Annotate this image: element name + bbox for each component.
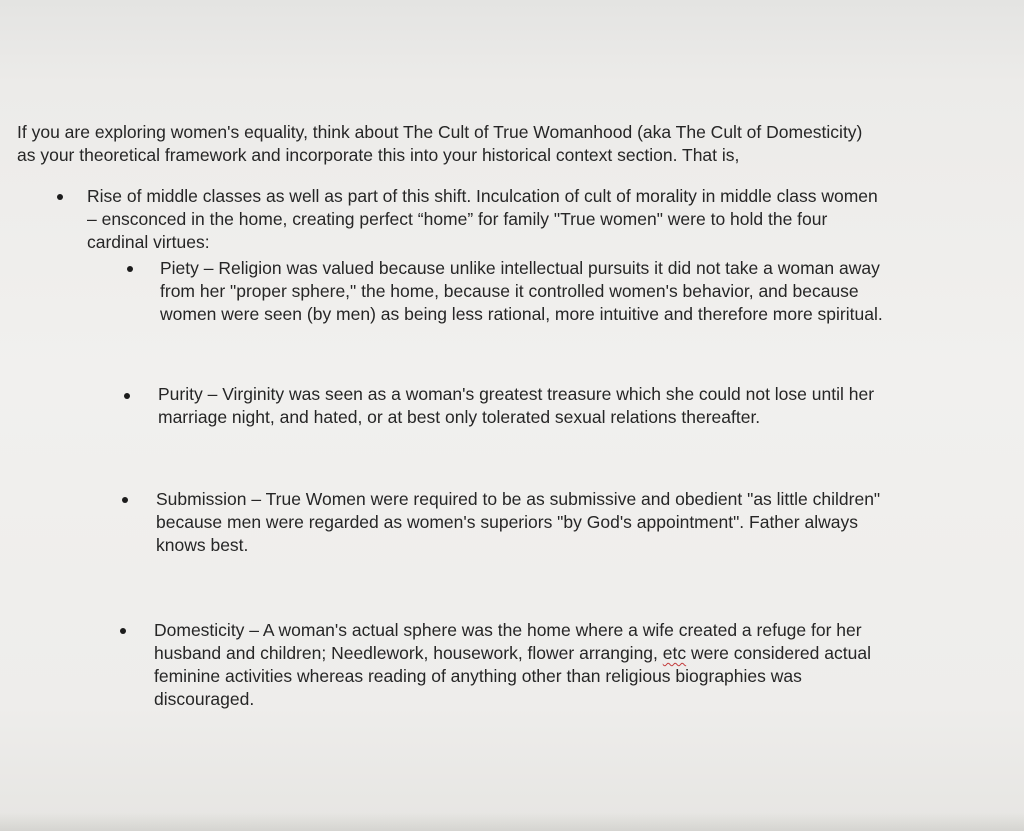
bullet-line: because men were regarded as women's superiors "by God's appointment". Father always	[156, 512, 858, 532]
intro-paragraph	[17, 121, 1007, 167]
bullet-line: Rise of middle classes as well as part of this shift. Inculcation of cult of morality in middle class women	[87, 186, 878, 206]
bullet-line: knows best.	[156, 535, 249, 555]
bullet-line: from her "proper sphere," the home, because it controlled women's behavior, and because	[160, 281, 859, 301]
intro-line: as your theoretical framework and incorporate this into your historical context section. That is,	[17, 145, 740, 165]
bullet-dot	[120, 628, 126, 634]
bullet-line: marriage night, and hated, or at best only tolerated sexual relations thereafter.	[158, 407, 761, 427]
bullet-line: Purity – Virginity was seen as a woman's greatest treasure which she could not lose until her	[158, 384, 875, 404]
bullet-line: feminine activities whereas reading of anything other than religious biographies was	[154, 666, 802, 686]
bullet-line: – ensconced in the home, creating perfect “home” for family "True women" were to hold the four	[87, 209, 828, 229]
bullet-line: Submission – True Women were required to be as submissive and obedient "as little children"	[156, 489, 881, 509]
bullet-dot	[57, 194, 63, 200]
bullet-dot	[122, 497, 128, 503]
bottom-edge	[0, 813, 1024, 831]
bullet-line: Domesticity – A woman's actual sphere was the home where a wife created a refuge for her	[154, 620, 862, 640]
line-text: were considered actual	[686, 643, 871, 663]
bullet-dot	[124, 393, 130, 399]
bullet-line: cardinal virtues:	[87, 232, 210, 252]
intro-line: If you are exploring women's equality, think about The Cult of True Womanhood (aka The Cult of Domesticity)	[17, 122, 863, 142]
spellcheck-word: etc	[662, 643, 687, 663]
main-bullet-item	[87, 185, 987, 254]
bullet-dot	[127, 266, 133, 272]
virtue-item-piety	[160, 257, 980, 326]
line-text: husband and children; Needlework, housework, flower arranging,	[154, 643, 663, 663]
virtue-item-purity	[158, 383, 978, 429]
bullet-line	[154, 642, 984, 665]
bullet-line: women were seen (by men) as being less rational, more intuitive and therefore more spiritual.	[160, 304, 883, 324]
virtue-item-submission	[156, 488, 986, 557]
bullet-line: Piety – Religion was valued because unlike intellectual pursuits it did not take a woman away	[160, 258, 880, 278]
bullet-line: discouraged.	[154, 689, 255, 709]
virtue-item-domesticity	[154, 619, 984, 711]
